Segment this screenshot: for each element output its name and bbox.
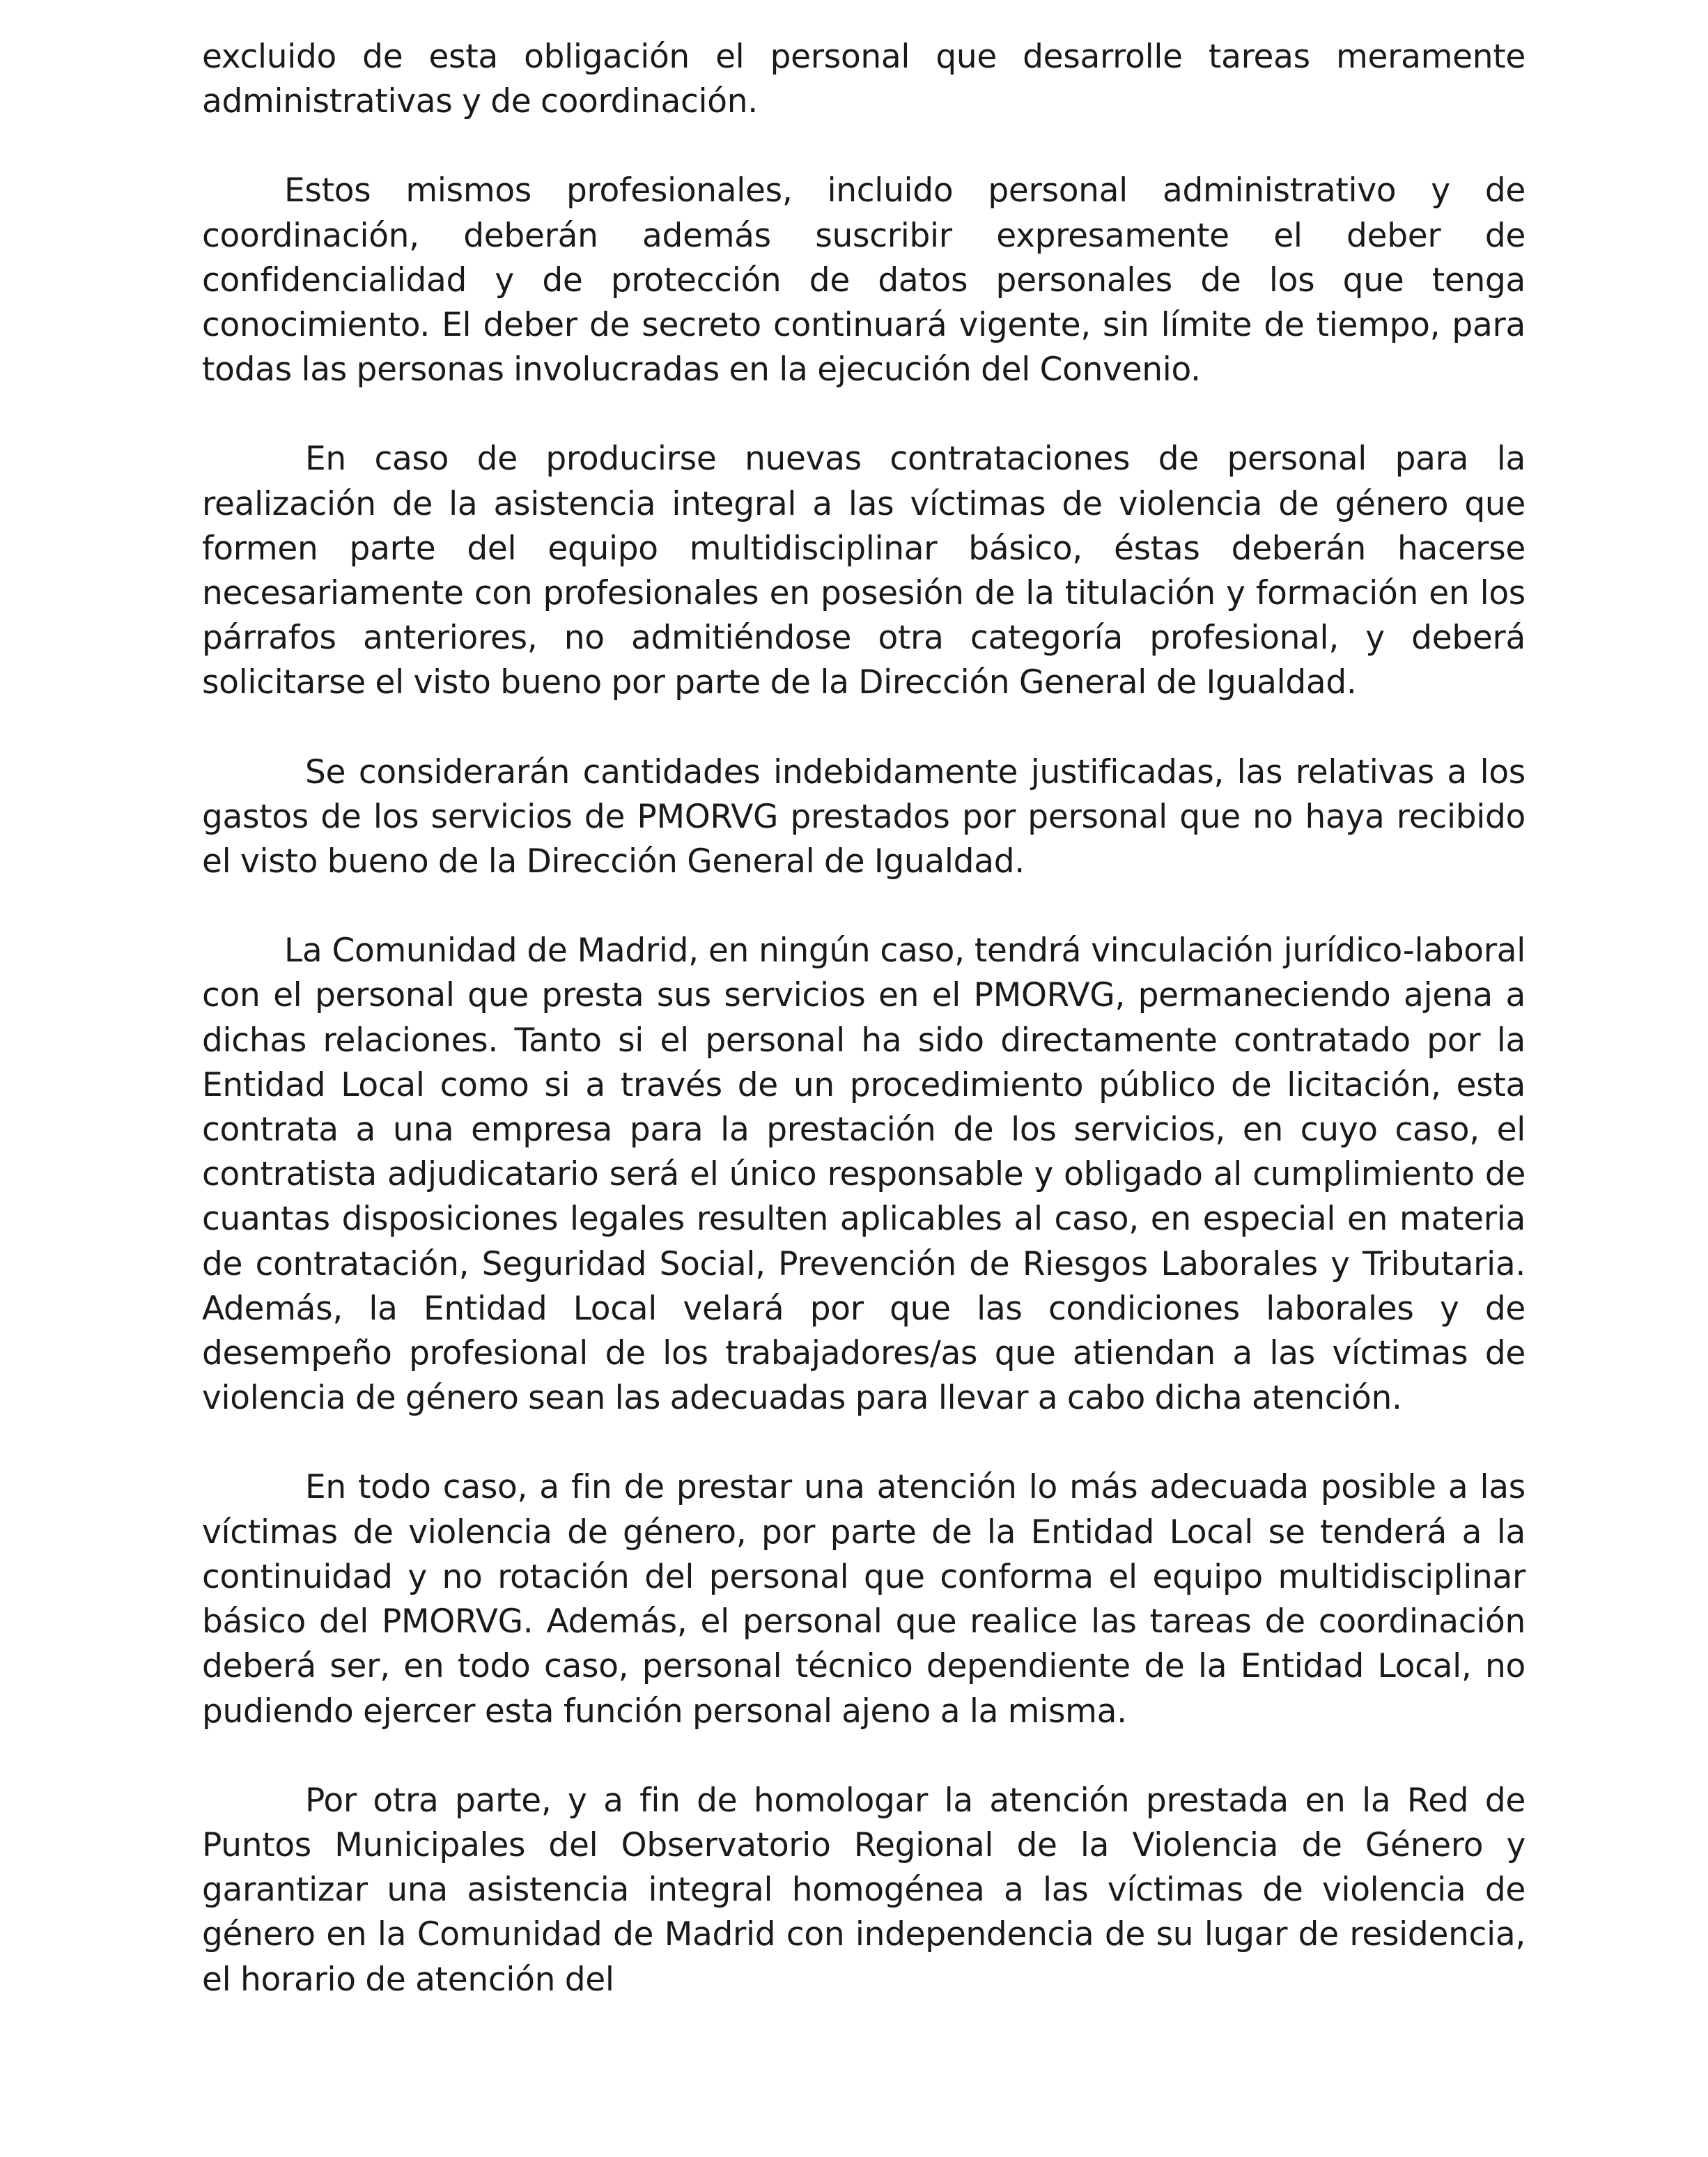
document-body	[202, 35, 1525, 2002]
paragraph-spacer	[202, 392, 1525, 437]
paragraph-spacer	[202, 124, 1525, 169]
paragraph-spacer	[202, 1421, 1525, 1465]
paragraph-spacer	[202, 706, 1525, 750]
paragraph-5: La Comunidad de Madrid, en ningún caso, tendrá vinculación jurídico-laboral con el personal que presta sus servicios en el PMORVG, permaneciendo ajena a dichas relaciones. Tanto si el personal ha sido directamente contratado por la Entidad Local como si a través de un procedimiento público de licitación, esta contrata a una empresa para la prestación de los servicios, en cuyo caso, el contratista adjudicatario será el único responsable y obligado al cumplimiento de cuantas disposiciones legales resulten aplicables al caso, en especial en materia de contratación, Seguridad Social, Prevención de Riesgos Laborales y Tributaria. Además, la Entidad Local velará por que las condiciones laborales y de desempeño profesional de los trabajadores/as que atiendan a las víctimas de violencia de género sean las adecuadas para llevar a cabo dicha atención.	[202, 931, 1525, 1418]
paragraph-1: excluido de esta obligación el personal que desarrolle tareas meramente administrativas y de coordinación.	[202, 38, 1525, 121]
paragraph-3: En caso de producirse nuevas contrataciones de personal para la realización de la asistencia integral a las víctimas de violencia de género que formen parte del equipo multidisciplinar básico, éstas deberán hacerse necesariamente con profesionales en posesión de la titulación y formación en los párrafos anteriores, no admitiéndose otra categoría profesional, y deberá solicitarse el visto bueno por parte de la Dirección General de Igualdad.	[202, 440, 1525, 702]
paragraph-2: Estos mismos profesionales, incluido personal administrativo y de coordinación, deberán además suscribir expresamente el deber de confidencialidad y de protección de datos personales de los que tenga conocimiento. El deber de secreto continuará vigente, sin límite de tiempo, para todas las personas involucradas en la ejecución del Convenio.	[202, 171, 1525, 389]
paragraph-spacer	[202, 884, 1525, 929]
paragraph-4: Se considerarán cantidades indebidamente justificadas, las relativas a los gastos de los servicios de PMORVG prestados por personal que no haya recibido el visto bueno de la Dirección General de Igualdad.	[202, 752, 1525, 881]
paragraph-7: Por otra parte, y a fin de homologar la atención prestada en la Red de Puntos Municipales del Observatorio Regional de la Violencia de Género y garantizar una asistencia integral homogénea a las víctimas de violencia de género en la Comunidad de Madrid con independencia de su lugar de residencia, el horario de atención del	[202, 1781, 1525, 1999]
paragraph-6: En todo caso, a fin de prestar una atención lo más adecuada posible a las víctimas de violencia de género, por parte de la Entidad Local se tenderá a la continuidad y no rotación del personal que conforma el equipo multidisciplinar básico del PMORVG. Además, el personal que realice las tareas de coordinación deberá ser, en todo caso, personal técnico dependiente de la Entidad Local, no pudiendo ejercer esta función personal ajeno a la misma.	[202, 1468, 1525, 1731]
paragraph-spacer	[202, 1734, 1525, 1779]
